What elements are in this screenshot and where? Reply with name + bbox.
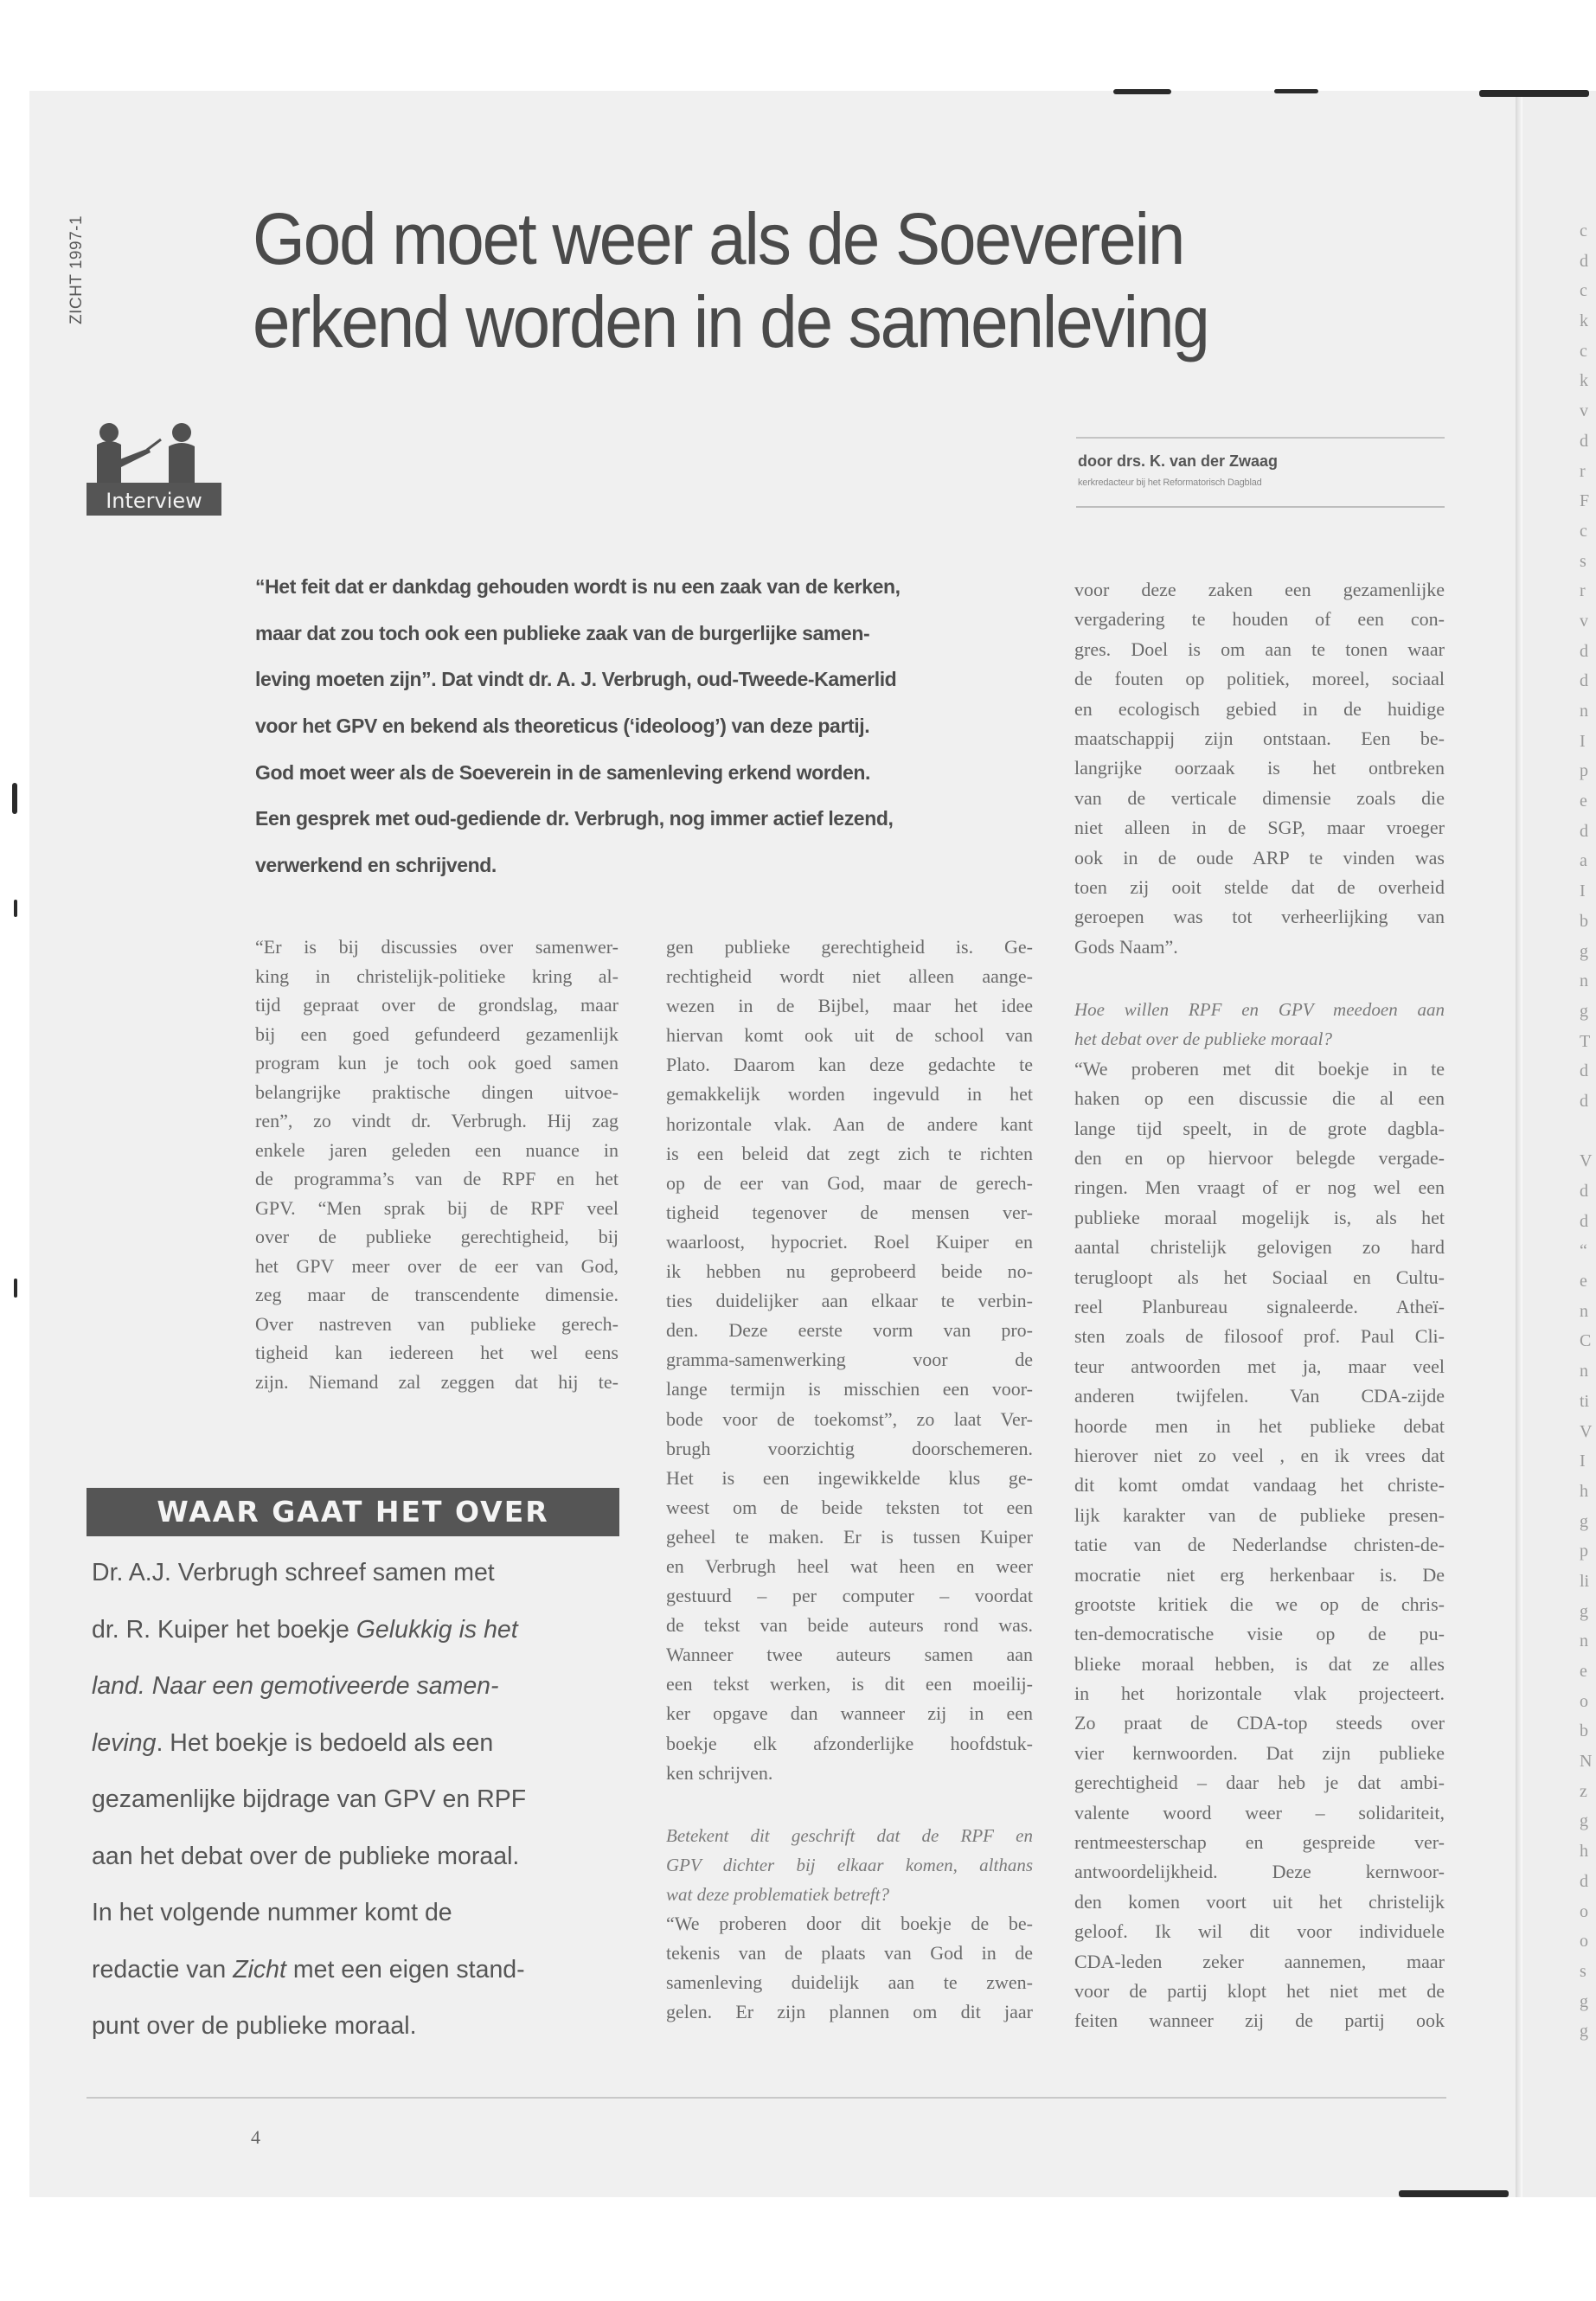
box-text: gezamenlijke bijdrage van GPV en RPF	[92, 1785, 527, 1813]
text-line: Plato. Daarom kan deze gedachte te	[666, 1054, 1033, 1076]
text-line: “We proberen met dit boekje in te	[1074, 1057, 1445, 1080]
text-line: weest om de beide teksten tot een	[666, 1496, 1033, 1518]
text-line: teur antwoorden met ja, maar veel	[1074, 1355, 1445, 1377]
box-line	[87, 1715, 619, 1772]
title-line: God moet weer als de Soeverein	[253, 198, 1184, 279]
box-text: met een eigen stand-	[285, 1955, 525, 1984]
text-line: gestuurd – per computer – voordat	[666, 1585, 1033, 1607]
byline	[1076, 437, 1445, 508]
text-line: den. Deze eerste vorm van pro-	[666, 1319, 1033, 1342]
text-line: wezen in de Bijbel, maar het idee	[666, 995, 1033, 1017]
text-line: antwoordelijkheid. Deze kernwoor-	[1074, 1861, 1445, 1883]
text-line: lange termijn is misschien een voor-	[666, 1378, 1033, 1400]
issue-label: ZICHT 1997-1	[67, 215, 86, 324]
text-line: feiten wanneer zij de partij ook	[1074, 2009, 1445, 2032]
fragment-letter: e	[1580, 792, 1587, 811]
book-title-text: land. Naar een gemotiveerde samen-	[92, 1672, 499, 1700]
text-line: over de publieke gerechtigheid, bij	[255, 1226, 619, 1247]
text-line: “Er is bij discussies over samenwer-	[255, 936, 619, 958]
text-line: gen publieke gerechtigheid is. Ge-	[666, 936, 1033, 958]
text-line: gramma-samenwerking voor de	[666, 1349, 1033, 1371]
fragment-letter: k	[1580, 311, 1588, 331]
text-line: Over nastreven van publieke gerech-	[255, 1312, 619, 1335]
fragment-letter: c	[1580, 221, 1587, 240]
fragment-letter: a	[1580, 851, 1587, 871]
text-line: ten-democratische visie op de pu-	[1074, 1623, 1445, 1645]
fragment-letter: d	[1580, 1182, 1588, 1201]
text-line: gelen. Er zijn plannen om dit jaar	[666, 2001, 1033, 2023]
fragment-letter: c	[1580, 521, 1587, 541]
text-line: ren”, zo vindt dr. Verbrugh. Hij zag	[255, 1110, 619, 1131]
text-line: program kun je toch ook goed samen	[255, 1052, 619, 1074]
text-line: rentmeesterschap en gespreide ver-	[1074, 1831, 1445, 1854]
text-line: bij een goed gefundeerd gezamenlijk	[255, 1022, 619, 1045]
text-line: den en op hiervoor belegde vergade-	[1074, 1147, 1445, 1170]
text-line: de fouten op politiek, moreel, sociaal	[1074, 668, 1445, 690]
text-line: rechtigheid wordt niet alleen aange-	[666, 965, 1033, 988]
paragraph	[255, 933, 619, 1396]
text-line: reel Planbureau signaleerde. Atheï-	[1074, 1295, 1445, 1317]
fragment-letter: s	[1580, 1961, 1586, 1981]
paragraph	[1074, 575, 1445, 962]
text-line: ringen. Men vraagt of er nog wel een	[1074, 1176, 1445, 1199]
fragment-letter: v	[1580, 401, 1588, 421]
text-line: dit komt omdat vandaag het christe-	[1074, 1474, 1445, 1497]
text-line: voor de partij klopt het niet met de	[1074, 1979, 1445, 2002]
interview-icon	[87, 407, 221, 516]
text-line: belangrijke praktische dingen uitvoe-	[255, 1080, 619, 1103]
fragment-letter: g	[1580, 2022, 1588, 2041]
intro-line: leving moeten zijn”. Dat vindt dr. A. J. Verbrugh, oud-Tweede-Kamerlid	[255, 668, 897, 691]
text-line: vergadering te houden of een con-	[1074, 608, 1445, 631]
text-line: anderen twijfelen. Van CDA-zijde	[1074, 1385, 1445, 1407]
fragment-letter: g	[1580, 1001, 1588, 1021]
text-line: Hoe willen RPF en GPV meedoen aan	[1074, 999, 1445, 1021]
text-line: tigheid tegenover de mensen ver-	[666, 1201, 1033, 1223]
interview-question	[666, 1821, 1033, 1909]
box-line	[87, 1998, 619, 2055]
box-text: dr. R. Kuiper het boekje	[92, 1615, 356, 1644]
text-line: blieke moraal hebben, is dat ze alles	[1074, 1652, 1445, 1675]
fragment-letter: V	[1580, 1421, 1593, 1441]
fragment-letter: n	[1580, 1301, 1588, 1321]
text-line: bode voor de toekomst”, zo laat Ver-	[666, 1407, 1033, 1430]
text-line: samenleving duidelijk aan te zwen-	[666, 1971, 1033, 1994]
fragment-letter: o	[1580, 1901, 1588, 1921]
fragment-letter: d	[1580, 641, 1588, 661]
text-line: publieke moraal mogelijk is, als het	[1074, 1206, 1445, 1228]
paragraph	[1074, 1054, 1445, 2036]
text-line: CDA-leden zeker aannemen, maar	[1074, 1950, 1445, 1972]
text-line: zeg maar de transcendente dimensie.	[255, 1284, 619, 1305]
text-line: voor deze zaken een gezamenlijke	[1074, 579, 1445, 600]
text-line: en Verbrugh heel wat heen en weer	[666, 1554, 1033, 1577]
page-gutter	[1516, 91, 1522, 2197]
title-line: erkend worden in de samenleving	[253, 281, 1208, 362]
scan-mark	[1274, 89, 1318, 93]
fragment-letter: I	[1580, 1452, 1586, 1471]
box-line	[87, 1829, 619, 1886]
fragment-letter: g	[1580, 1811, 1588, 1831]
text-line: niet alleen in de SGP, maar vroeger	[1074, 817, 1445, 839]
fragment-letter	[1580, 1117, 1592, 1147]
text-line: “We proberen door dit boekje de be-	[666, 1913, 1033, 1934]
text-line: GPV. “Men sprak bij de RPF veel	[255, 1196, 619, 1219]
article-column-1	[255, 933, 619, 1396]
fragment-letter: c	[1580, 341, 1587, 361]
sidebar-box-text	[87, 1545, 619, 2055]
text-line: van de verticale dimensie zoals die	[1074, 786, 1445, 809]
fragment-letter: h	[1580, 1842, 1588, 1862]
footer-rule	[87, 2097, 1446, 2099]
text-line: geroepen was tot verheerlijking van	[1074, 906, 1445, 928]
box-line	[87, 1602, 619, 1659]
box-text: Dr. A.J. Verbrugh schreef samen met	[92, 1559, 495, 1586]
text-line: hoorde men in het publieke debat	[1074, 1414, 1445, 1437]
fragment-letter: p	[1580, 761, 1588, 781]
paragraph	[666, 1909, 1033, 2027]
box-line	[87, 1772, 619, 1829]
fragment-letter: b	[1580, 1721, 1588, 1741]
text-line: gres. Doel is om aan te tonen waar	[1074, 638, 1445, 660]
text-line: op de eer van God, maar de gerech-	[666, 1171, 1033, 1194]
fragment-letter: n	[1580, 1362, 1588, 1381]
scan-mark	[1479, 90, 1589, 97]
text-line: hierover niet zo veel , en ik vrees dat	[1074, 1444, 1445, 1466]
text-line: enkele jaren geleden een nuance in	[255, 1138, 619, 1161]
text-line: hiervan komt ook uit de school van	[666, 1024, 1033, 1047]
text-line: geheel te maken. Er is tussen Kuiper	[666, 1525, 1033, 1548]
text-line: ken schrijven.	[666, 1761, 773, 1784]
book-title-text: leving	[92, 1728, 157, 1757]
text-line: den komen voort uit het christelijk	[1074, 1890, 1445, 1913]
text-line: een tekst werken, is dit een moeilij-	[666, 1673, 1033, 1695]
fragment-letter: d	[1580, 1091, 1588, 1111]
box-text: . Het boekje is bedoeld als een	[156, 1728, 494, 1757]
book-title-text: Zicht	[233, 1955, 286, 1984]
fragment-letter: e	[1580, 1662, 1587, 1681]
text-line: horizontale vlak. Aan de andere kant	[666, 1112, 1033, 1135]
fragment-letter: c	[1580, 281, 1587, 301]
author-name: door drs. K. van der Zwaag	[1078, 452, 1279, 470]
fragment-letter: g	[1580, 941, 1588, 961]
fragment-letter: I	[1580, 731, 1586, 751]
fragment-letter: h	[1580, 1481, 1588, 1501]
fragment-letter: n	[1580, 702, 1588, 721]
text-line: waarloost, hypocriet. Roel Kuiper en	[666, 1230, 1033, 1253]
text-line: ook in de oude ARP te vinden was	[1074, 846, 1445, 868]
author-affiliation: kerkredacteur bij het Reformatorisch Dagblad	[1078, 478, 1262, 488]
text-line: Zo praat de CDA-top steeds over	[1074, 1712, 1445, 1734]
text-line: de programma’s van de RPF en het	[255, 1168, 619, 1189]
text-line: Betekent dit geschrift dat de RPF en	[666, 1824, 1033, 1846]
fragment-letter: s	[1580, 551, 1586, 571]
fragment-letter: g	[1580, 1991, 1588, 2011]
adjacent-page-text	[1580, 216, 1592, 2047]
fragment-letter: r	[1580, 461, 1586, 481]
fragment-letter: d	[1580, 251, 1588, 271]
text-line: mocratie niet erg herkenbaar is. De	[1074, 1563, 1445, 1586]
text-line: Het is een ingewikkelde klus ge-	[666, 1466, 1033, 1489]
text-line: aantal christelijk gelovigen zo hard	[1074, 1236, 1445, 1259]
interview-badge	[87, 407, 221, 516]
text-line: de tekst van beide auteurs rond was.	[666, 1614, 1033, 1637]
interview-label: Interview	[106, 489, 202, 513]
box-text: redactie van	[92, 1955, 234, 1984]
text-line: GPV dichter bij elkaar komen, althans	[666, 1854, 1033, 1875]
fragment-letter: d	[1580, 1871, 1588, 1891]
intro-line: Een gesprek met oud-gediende dr. Verbrugh, nog immer actief lezend,	[255, 807, 894, 830]
intro-line: God moet weer als de Soeverein in de samenleving erkend worden.	[255, 760, 871, 784]
fragment-letter: I	[1580, 881, 1586, 901]
text-line: terugloopt als het Sociaal en Cultu-	[1074, 1266, 1445, 1288]
text-line: gerechtigheid – daar heb je dat ambi-	[1074, 1772, 1445, 1794]
fragment-letter: d	[1580, 671, 1588, 691]
fragment-letter: r	[1580, 581, 1586, 601]
box-text: punt over de publieke moraal.	[92, 2012, 417, 2040]
text-line: boekje elk afzonderlijke hoofdstuk-	[666, 1732, 1033, 1754]
box-line	[87, 1942, 619, 1999]
text-line: sten zoals de filosoof prof. Paul Cli-	[1074, 1325, 1445, 1348]
intro-line: maar dat zou toch ook een publieke zaak van de burgerlijke samen-	[255, 621, 870, 644]
text-line: en ecologisch gebied in de huidige	[1074, 697, 1445, 720]
fragment-letter: g	[1580, 1511, 1588, 1531]
article-intro	[255, 575, 901, 901]
book-title-text: Gelukkig is het	[356, 1615, 518, 1644]
box-text: aan het debat over de publieke moraal.	[92, 1842, 520, 1870]
text-line: tekenis van de plaats van God in de	[666, 1942, 1033, 1965]
box-line	[87, 1658, 619, 1715]
box-line	[87, 1545, 619, 1602]
text-line: vier kernwoorden. Dat zijn publieke	[1074, 1741, 1445, 1764]
text-line: tatie van de Nederlandse christen-de-	[1074, 1534, 1445, 1556]
text-line: lijk karakter van de publieke presen-	[1074, 1503, 1445, 1526]
text-line: langrijke oorzaak is het ontbreken	[1074, 757, 1445, 779]
fragment-letter: “	[1580, 1241, 1587, 1261]
scan-mark	[1399, 2190, 1509, 2197]
fragment-letter: g	[1580, 1601, 1588, 1621]
text-line: Gods Naam”.	[1074, 935, 1178, 958]
intro-line: verwerkend en schrijvend.	[255, 854, 497, 877]
text-line: het GPV meer over de eer van God,	[255, 1254, 619, 1277]
text-line: tigheid kan iedereen het wel eens	[255, 1342, 619, 1363]
fragment-letter: n	[1580, 971, 1588, 991]
text-line: valente woord weer – solidariteit,	[1074, 1801, 1445, 1823]
article-column-2	[666, 933, 1033, 2027]
text-line: tijd gepraat over de grondslag, maar	[255, 994, 619, 1016]
page-number: 4	[251, 2126, 260, 2148]
fragment-letter: d	[1580, 431, 1588, 451]
intro-line: voor het GPV en bekend als theoreticus (‘ideoloog’) van deze partij.	[255, 715, 870, 738]
text-line: geloof. Ik wil dit voor individuele	[1074, 1920, 1445, 1943]
fragment-letter: z	[1580, 1781, 1587, 1801]
text-line: wat deze problematiek betreft?	[666, 1883, 889, 1905]
intro-line: “Het feit dat er dankdag gehouden wordt is nu een zaak van de kerken,	[255, 575, 901, 598]
fragment-letter: V	[1580, 1151, 1593, 1171]
text-line: brugh voorzichtig doorschemeren.	[666, 1437, 1033, 1459]
fragment-letter: C	[1580, 1331, 1592, 1351]
fragment-letter: li	[1580, 1571, 1590, 1591]
text-line: in het horizontale vlak projecteert.	[1074, 1682, 1445, 1705]
scan-mark	[14, 1279, 17, 1298]
fragment-letter: p	[1580, 1541, 1588, 1561]
box-text: In het volgende nummer komt de	[92, 1899, 452, 1926]
scan-mark	[12, 783, 17, 814]
fragment-letter: ti	[1580, 1391, 1590, 1411]
text-line: toen zij ooit stelde dat de overheid	[1074, 875, 1445, 898]
fragment-letter: d	[1580, 1211, 1588, 1231]
text-line: gemakkelijk worden ingevuld in het	[666, 1083, 1033, 1106]
text-line: maatschappij zijn ontstaan. Een be-	[1074, 727, 1445, 749]
box-line	[87, 1885, 619, 1942]
fragment-letter: n	[1580, 1631, 1588, 1651]
fragment-letter: N	[1580, 1752, 1593, 1772]
text-line: Wanneer twee auteurs samen aan	[666, 1644, 1033, 1666]
text-line: ker opgave dan wanneer zij in een	[666, 1702, 1033, 1725]
fragment-letter: d	[1580, 1061, 1588, 1081]
fragment-letter: e	[1580, 1272, 1587, 1292]
text-line: grootste kritiek die we op de chris-	[1074, 1593, 1445, 1615]
fragment-letter: k	[1580, 371, 1588, 391]
paragraph	[666, 933, 1033, 1788]
text-line: ties duidelijker aan elkaar te verbin-	[666, 1290, 1033, 1312]
text-line: zijn. Niemand zal zeggen dat hij te-	[255, 1370, 619, 1393]
fragment-letter: b	[1580, 911, 1588, 931]
sidebar-box-heading: WAAR GAAT HET OVER	[87, 1488, 619, 1536]
scan-mark	[1113, 89, 1171, 94]
article-title	[253, 197, 1280, 363]
text-line: ik hebben nu geprobeerd beide no-	[666, 1260, 1033, 1283]
article-column-3	[1074, 575, 1445, 2036]
fragment-letter: v	[1580, 611, 1588, 631]
text-line: haken op een discussie die al een	[1074, 1087, 1445, 1110]
scan-mark	[14, 900, 17, 917]
interview-question	[1074, 995, 1445, 1054]
fragment-letter: T	[1580, 1031, 1591, 1051]
text-line: is een beleid dat zegt zich te richten	[666, 1142, 1033, 1164]
text-line: het debat over de publieke moraal?	[1074, 1029, 1332, 1050]
fragment-letter: o	[1580, 1932, 1588, 1952]
fragment-letter: d	[1580, 821, 1588, 841]
fragment-letter: o	[1580, 1691, 1588, 1711]
text-line: lange tijd speelt, in de grote dagbla-	[1074, 1117, 1445, 1139]
text-line: king in christelijk-politieke kring al-	[255, 965, 619, 987]
fragment-letter: F	[1580, 491, 1590, 511]
